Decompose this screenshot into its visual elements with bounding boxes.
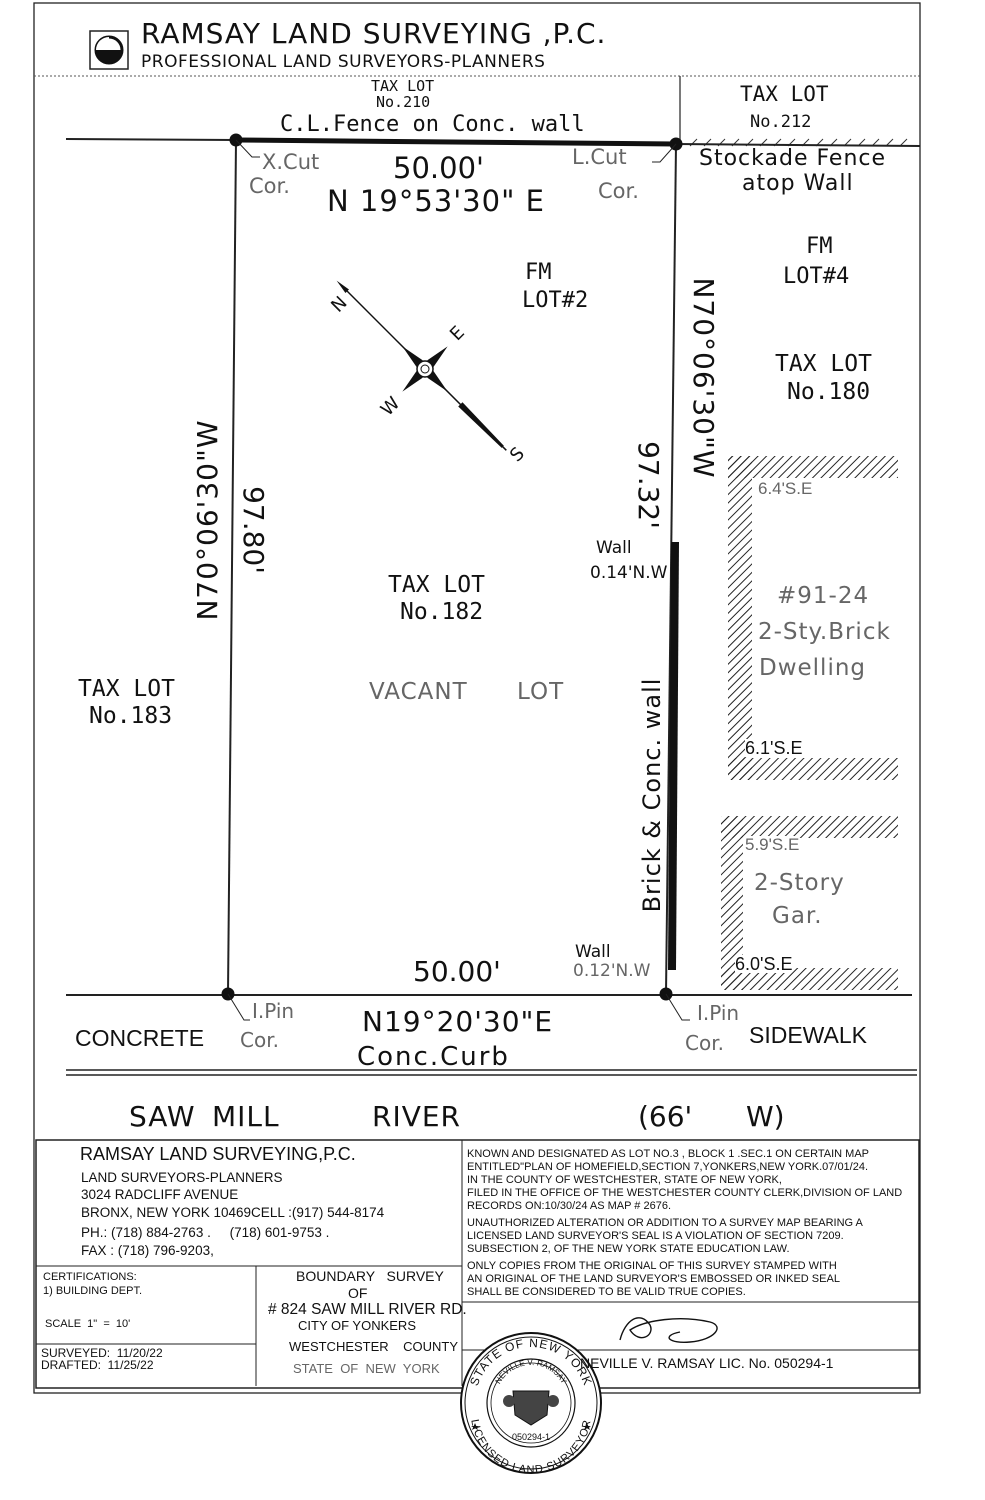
fm-lot2-label: FM [525,260,552,285]
notes-line-3: IN THE COUNTY OF WESTCHESTER, STATE OF NEW YORK, [467,1174,782,1186]
wall-offset-south-value: 0.12'N.W [573,961,651,981]
certification-1: 1) BUILDING DEPT. [43,1285,143,1297]
west-line-distance: 97.80' [237,486,270,574]
east-line-bearing: N70°06'30"W [687,277,720,479]
notes-line-10: AN ORIGINAL OF THE LAND SURVEYOR'S EMBOSSED OR INKED SEAL [467,1273,840,1285]
dwelling-label: Dwelling [759,655,867,681]
south-line-bearing: N19°20'30"E [362,1005,554,1038]
survey-of: OF [348,1285,368,1301]
survey-city: CITY OF YONKERS [298,1318,416,1333]
garage-setback-bottom: 6.0'S.E [735,954,793,974]
survey-state: STATE OF NEW YORK [293,1361,440,1376]
notes-line-1: KNOWN AND DESIGNATED AS LOT NO.3 , BLOCK 1 .SEC.1 ON CERTAIN MAP [467,1148,869,1160]
iron-pin-east-label-2: Cor. [685,1031,724,1055]
notes-line-9: ONLY COPIES FROM THE ORIGINAL OF THIS SURVEY STAMPED WITH [467,1260,837,1272]
street-name-word-1: SAW [129,1100,196,1133]
tax-lot-210-number: No.210 [376,93,431,111]
dwelling-type: 2-Sty.Brick [758,619,891,645]
compass-south-letter: S [505,443,529,467]
street-width-2: W) [746,1100,785,1133]
tax-lot-182-label: TAX LOT [388,572,485,598]
dwelling-footprint [728,456,898,780]
l-cut-corner-label-2: Cor. [598,179,639,203]
title-company-name: RAMSAY LAND SURVEYING,P.C. [80,1144,356,1164]
compass-north-letter: N [327,292,352,317]
title-line-3: BRONX, NEW YORK 10469CELL :(917) 544-8174 [81,1205,385,1220]
north-line-bearing: N 19°53'30" E [327,184,545,218]
tax-lot-180-number: No.180 [787,379,871,405]
sidewalk-label: SIDEWALK [749,1022,868,1048]
notes-line-5: RECORDS ON:10/30/24 AS MAP # 2676. [467,1200,672,1212]
dwelling-setback-top: 6.4'S.E [758,479,813,498]
vacant-lot-label: VACANT [369,679,468,705]
garage-setback-top: 5.9'S.E [745,835,800,854]
compass-east-letter: E [445,322,469,346]
tax-lot-212-number: No.212 [750,112,812,132]
east-line-distance: 97.32' [632,441,665,529]
iron-pin-west-label-2: Cor. [240,1028,279,1052]
north-fence-label: C.L.Fence on Conc. wall [280,112,585,137]
seal-outer-bottom: LICENSED LAND SURVEYOR [468,1418,594,1476]
fm-lot4-number: LOT#4 [783,264,850,289]
company-name: RAMSAY LAND SURVEYING ,P.C. [141,17,607,50]
wall-offset-north-value: 0.14'N.W [590,563,668,583]
wall-offset-south-label: Wall [575,942,611,962]
tax-lot-212-label: TAX LOT [740,82,829,106]
tax-lot-183-number: No.183 [89,703,173,729]
street-name-word-3: RIVER [372,1100,462,1133]
surveyor-signature [620,1318,717,1343]
concrete-curb-label: Conc.Curb [357,1042,510,1072]
garage-type: 2-Story [754,870,845,896]
certifications-label: CERTIFICATIONS: [43,1271,137,1283]
notes-line-7: LICENSED LAND SURVEYOR'S SEAL IS A VIOLATION OF SECTION 7209. [467,1230,844,1242]
survey-county: WESTCHESTER COUNTY [289,1339,459,1354]
seal-outer-top: STATE OF NEW YORK [467,1335,595,1388]
x-cut-corner-label: X.Cut [262,150,320,174]
south-line-distance: 50.00' [413,955,501,988]
seal-inner-name: NEVILLE V. RAMSAY [493,1357,569,1386]
notes-block [467,1148,902,1299]
north-line-distance: 50.00' [393,151,484,185]
l-cut-corner-label: L.Cut [572,145,627,169]
licensed-surveyor-seal [461,1333,601,1473]
notes-line-4: FILED IN THE OFFICE OF THE WESTCHESTER COUNTY CLERK,DIVISION OF LAND [467,1187,903,1199]
fm-lot2-number: LOT#2 [522,288,589,313]
title-line-4: PH.: (718) 884-2763 . (718) 601-9753 . [81,1225,330,1240]
compass-rose-icon [314,258,529,473]
fm-lot4-label: FM [806,234,833,259]
dwelling-setback-bottom: 6.1'S.E [745,738,803,758]
notes-line-11: SHALL BE CONSIDERED TO BE VALID TRUE COPIES. [467,1286,746,1298]
tax-lot-183-label: TAX LOT [78,676,175,702]
tax-lot-180-label: TAX LOT [775,351,872,377]
x-cut-corner-label-2: Cor. [249,174,290,198]
surveyor-license: NEVILLE V. RAMSAY LIC. No. 050294-1 [580,1355,834,1371]
title-line-5: FAX : (718) 796-9203, [81,1243,214,1258]
tax-lot-182-number: No.182 [400,599,484,625]
notes-line-6: UNAUTHORIZED ALTERATION OR ADDITION TO A SURVEY MAP BEARING A [467,1217,863,1229]
notes-line-2: ENTITLED"PLAN OF HOMEFIELD,SECTION 7,YONKERS,NEW YORK.07/01/24. [467,1161,869,1173]
stockade-fence-label: Stockade Fence [699,146,887,171]
tax-lot-210-label: TAX LOT [371,77,435,95]
scale-label: SCALE 1" = 10' [45,1318,131,1330]
stockade-fence-label-2: atop Wall [742,171,854,196]
garage-label: Gar. [772,903,823,929]
survey-address: # 824 SAW MILL RIVER RD. [268,1301,467,1318]
company-logo-icon [90,31,128,69]
surveyed-date: SURVEYED: 11/20/22 [41,1346,163,1360]
wall-offset-north-label: Wall [596,538,632,558]
survey-type: BOUNDARY SURVEY [296,1268,444,1284]
company-subtitle: PROFESSIONAL LAND SURVEYORS-PLANNERS [141,52,546,72]
street-width-1: (66' [638,1100,693,1133]
title-line-1: LAND SURVEYORS-PLANNERS [81,1170,283,1185]
vacant-lot-label-2: LOT [517,679,565,705]
seal-number: 050294-1 [511,1432,551,1442]
title-line-2: 3024 RADCLIFF AVENUE [81,1187,239,1202]
notes-line-8: SUBSECTION 2, OF THE NEW YORK STATE EDUCATION LAW. [467,1243,790,1255]
concrete-label: CONCRETE [75,1025,205,1051]
compass-west-letter: W [376,392,405,421]
drafted-date: DRAFTED: 11/25/22 [41,1358,154,1372]
east-wall-label: Brick & Conc. wall [638,677,666,913]
dwelling-number: #91-24 [777,583,870,609]
street-name-word-2: MILL [212,1100,280,1133]
west-line-bearing: N70°06'30"W [191,419,224,621]
iron-pin-west-label: I.Pin [252,999,295,1023]
iron-pin-east-label: I.Pin [697,1001,740,1025]
